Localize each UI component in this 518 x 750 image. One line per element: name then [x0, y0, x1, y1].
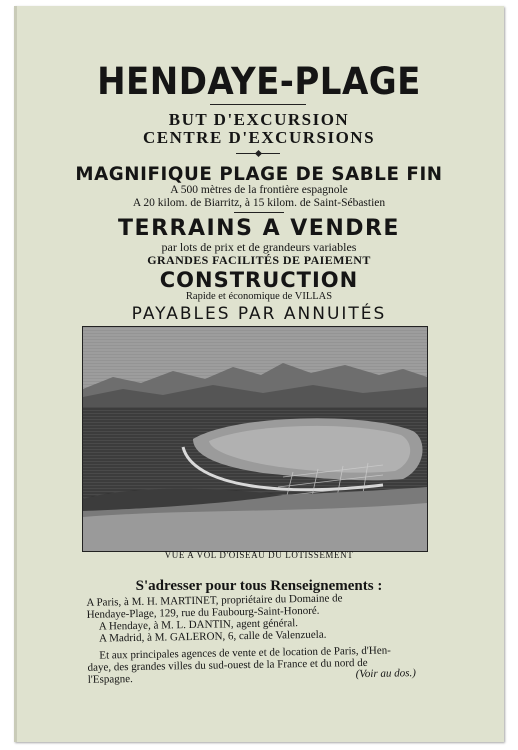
contact-paris-line-1: A Paris, à M. H. MARTINET, propriétaire du Domaine de	[86, 592, 343, 609]
construction-heading: CONSTRUCTION	[159, 268, 359, 292]
payment-heading: PAYABLES PAR ANNUITÉS	[131, 304, 387, 324]
agencies-line-3: l'Espagne.	[87, 673, 133, 686]
flyer-page	[14, 6, 504, 742]
subtitle-ornament-dot	[255, 150, 262, 157]
contact-heading: S'adresser pour tous Renseignements :	[135, 578, 383, 594]
agencies-line-1: Et aux principales agences de vente et de location de Paris, d'Hen-	[99, 644, 391, 662]
agencies-line-2: daye, des grandes villes du sud-ouest de la France et du nord de	[87, 656, 368, 674]
poster-subtitle-2: CENTRE D'EXCURSIONS	[142, 128, 376, 147]
contact-paris-line-2: Hendaye-Plage, 129, rue du Faubourg-Saint-Honoré.	[86, 604, 320, 621]
beach-divider	[234, 212, 284, 213]
beach-heading: MAGNIFIQUE PLAGE DE SABLE FIN	[75, 163, 443, 185]
poster-title: HENDAYE-PLAGE	[97, 60, 421, 103]
beach-line-2: A 20 kilom. de Biarritz, à 15 kilom. de Saint-Sébastien	[132, 197, 386, 209]
land-heading: TERRAINS A VENDRE	[118, 216, 400, 241]
land-line-2: GRANDES FACILITÉS DE PAIEMENT	[147, 253, 371, 267]
poster-subtitle-1: BUT D'EXCURSION	[168, 110, 350, 129]
construction-line: Rapide et économique de VILLAS	[185, 291, 333, 302]
title-ornament-rule	[210, 104, 306, 105]
contact-madrid: A Madrid, à M. GALERON, 6, calle de Valenzuela.	[98, 628, 327, 645]
illustration-caption: VUE A VOL D'OISEAU DU LOTISSEMENT	[164, 550, 354, 560]
see-back-note: (Voir au dos.)	[355, 667, 417, 681]
contact-hendaye: A Hendaye, à M. L. DANTIN, agent général.	[98, 617, 299, 633]
beach-line-1: A 500 mètres de la frontière espagnole	[170, 184, 348, 196]
land-line-1: par lots de prix et de grandeurs variables	[161, 240, 357, 254]
birds-eye-view-illustration	[82, 326, 428, 552]
